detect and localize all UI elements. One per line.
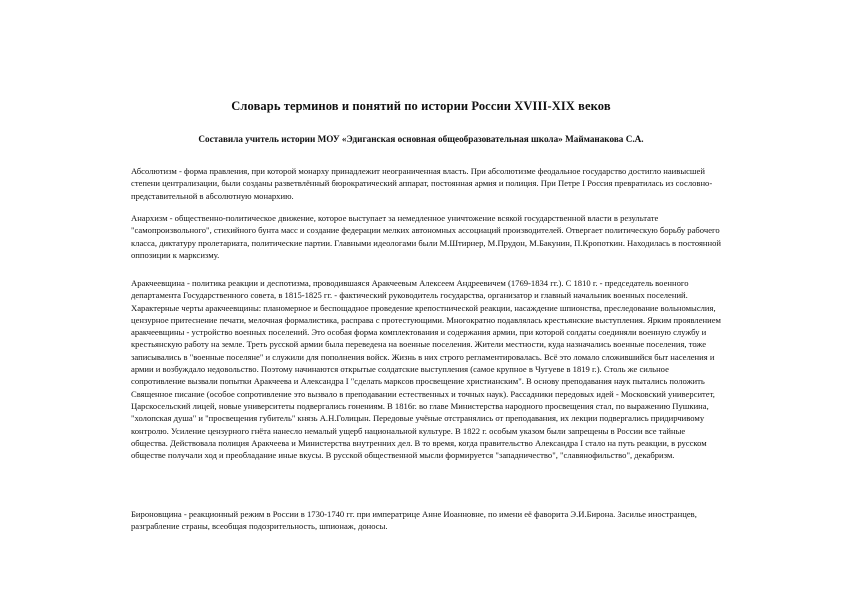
entry-paragraph: Аракчеевщина - политика реакции и деспотизма, проводившаяся Аракчеевым Алексеем Андреевичем (1769-1834 гг.). С 1810 г. - председатель военного департамента Государственного совета, в 1815-1825 гг. - фактический руководитель государства, организатор и главный начальник военных поселений. Характерные черты аракчеевщины: планомерное и беспощадное проведение крепостнической реакции, насаждение шпионства, преследование вольномыслия, цензурное притеснение печати, мелочная формалистика, расправа с протестующими. Многократно подавлялась крестьянские выступления. Ярким проявлением аракчеевщины - устройство военных поселений. Это особая форма комплектования и содержания армии, при которой солдаты соединяли военную службу и крестьянскую работу на земле. Треть русской армии была переведена на военные поселения. Жители местности, куда назначались военные поселения, тоже записывались в "военные поселяне" и служили для пополнения войск. Жизнь в них строго регламентировалась. Всё это ломало сложившийся быт населения и армии и возбуждало недовольство. Поэтому начинаются открытые солдатские выступления (самое крупное в Чугуеве в 1819 г.). Столь же сильное сопротивление вызвали попытки Аракчеева и Александра I "сделать марксов просвещение христианским". В основу преподавания наук пытались положить Священное писание (особое сопротивление это вызвало в преподавании естественных и точных наук). Рассадники передовых идей - Московский университет, Царскосельский лицей, новые университеты подвергались гонениям. В 1816г. во главе Министерства народного просвещения стал, по выражению Пушкина, "холопская душа" и "просвещения губитель" князь А.Н.Голицын. Передовые учёные отстранялись от преподавания, их лекции подвергались придирчивому контролю. Усиление цензурного гнёта нанесло немалый ущерб национальной культуре. В 1822 г. особым указом были запрещены в России все тайные общества. Действовала полиция Аракчеева и Министерства внутренних дел. В то время, когда правительство Александра I стало на путь реакции, в русском обществе получали ход и преобладание иные вкусы. В русской общественной мысли формируется "западничество", "славянофильство", декабризм. — [131, 278, 721, 461]
document-subtitle: Составила учитель истории МОУ «Эдиганская основная общеобразовательная школа» Майманакова С.А. — [198, 134, 644, 144]
entry-paragraph: Абсолютизм - форма правления, при которой монарху принадлежит неограниченная власть. При абсолютизме феодальное государство достигло наивысшей степени централизации, были созданы разветвлённый бюрократический аппарат, постоянная армия и полиция. При Петре I Россия превратилась из сословно-представительной в абсолютную монархию. — [131, 166, 713, 201]
document-title: Словарь терминов и понятий по истории России XVIII-XIX веков — [231, 99, 611, 113]
entry-paragraph: Анархизм - общественно-политическое движение, которое выступает за немедленное уничтожение всякой государственной власти в результате "самопроизвольного", стихийного бунта масс и создание федерации мелких автономных ассоциаций производителей. Отвергает политическую борьбу рабочего класса, диктатуру пролетариата, политические партии. Главными идеологами были М.Штирнер, М.Прудон, М.Бакунин, П.Кропоткин. Находилась в постоянной оппозиции к марксизму. — [131, 213, 722, 260]
entry-paragraph: Бироновщина - реакционный режим в России в 1730-1740 гг. при императрице Анне Иоанновне, по имени её фаворита Э.И.Бирона. Засилье иностранцев, разграбление страны, всеобщая подозрительность, шпионаж, доносы. — [131, 509, 697, 532]
